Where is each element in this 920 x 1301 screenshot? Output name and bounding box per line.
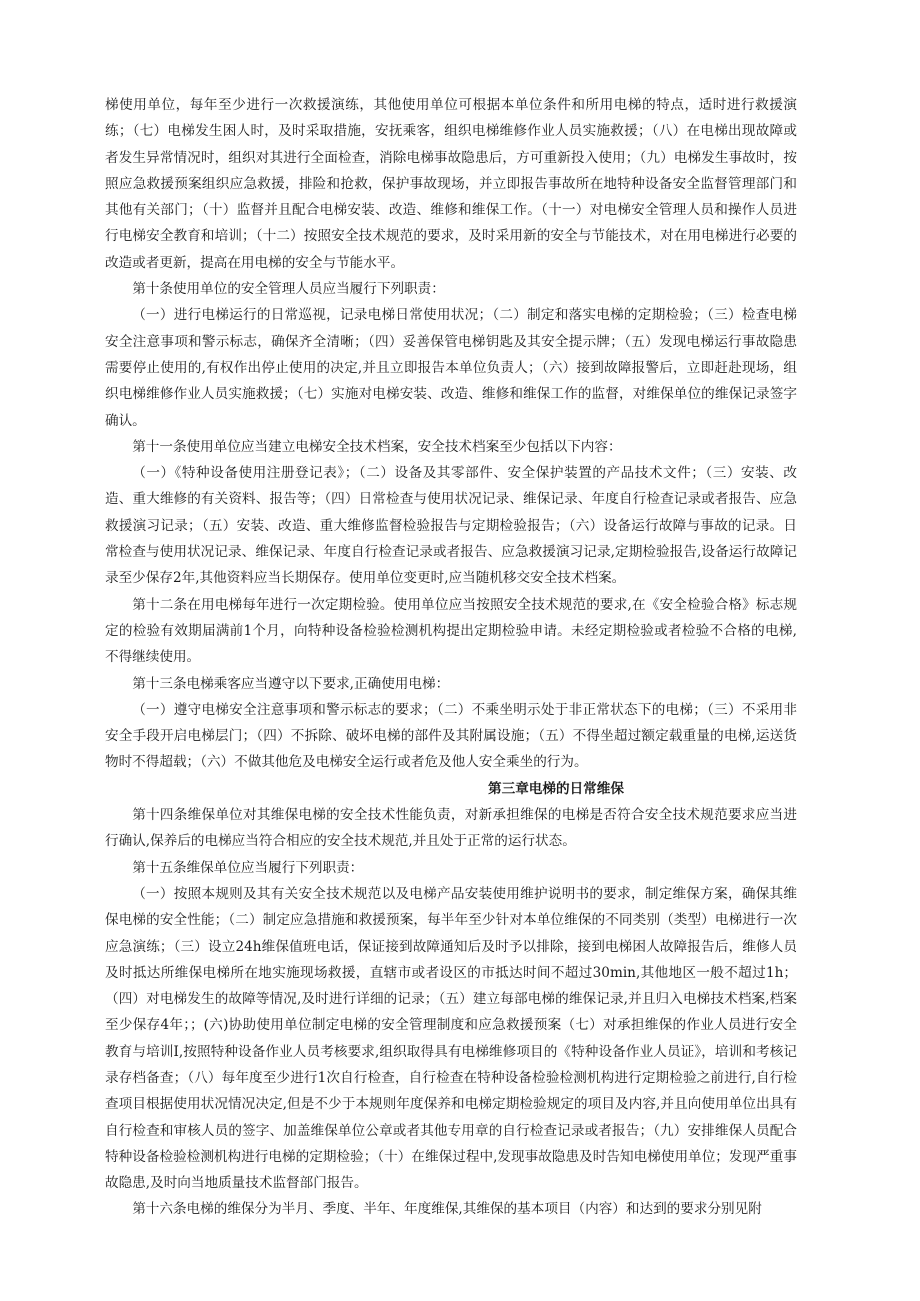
paragraph-article-12: 第十二条在用电梯每年进行一次定期检验。使用单位应当按照安全技术规范的要求,在《安全检验合格》标志规定的检验有效期届满前1个月，向特种设备检验检测机构提出定期检验申请。未经定期检验或者检验不合格的电梯,不得继续使用。: [105, 596, 797, 666]
document-page: [105, 92, 797, 1223]
paragraph-article-11: 第十一条使用单位应当建立电梯安全技术档案，安全技术档案至少包括以下内容：: [132, 438, 622, 455]
paragraph-article-14: 第十四条维保单位对其维保电梯的安全技术性能负责，对新承担维保的电梯是否符合安全技术规范要求应当进行确认,保养后的电梯应当符合相应的安全技术规范,并且处于正常的运行状态。: [105, 807, 797, 850]
paragraph-article-10-items: （一）进行电梯运行的日常巡视，记录电梯日常使用状况；（二）制定和落实电梯的定期检验；（三）检查电梯安全注意事项和警示标志，确保齐全清晰；（四）妥善保管电梯钥匙及其安全提示牌；（五）发现电梯运行事故隐患需要停止使用的,有权作出停止使用的决定,并且立即报告本单位负责人；（六）接到故障报警后，立即赶赴现场，组织电梯维修作业人员实施救援；（七）实施对电梯安装、改造、维修和维保工作的监督，对维保单位的维保记录签字确认。: [105, 307, 797, 429]
paragraph-article-16: 第十六条电梯的维保分为半月、季度、半年、年度维保,其维保的基本项目（内容）和达到的要求分别见附: [132, 1201, 762, 1218]
paragraph-article-13: 第十三条电梯乘客应当遵守以下要求,正确使用电梯：: [132, 675, 450, 692]
chapter-heading: 第三章电梯的日常维保: [488, 780, 624, 797]
paragraph-article-15: 第十五条维保单位应当履行下列职责：: [132, 859, 364, 876]
paragraph-article-11-items: （一）《特种设备使用注册登记表》；（二）设备及其零部件、安全保护装置的产品技术文件；（三）安装、改造、重大维修的有关资料、报告等；（四）日常检查与使用状况记录、维保记录、年度自行检查记录或者报告、应急救援演习记录；（五）安装、改造、重大维修监督检验报告与定期检验报告；（六）设备运行故障与事故的记录。日常检查与使用状况记录、维保记录、年度自行检查记录或者报告、应急救援演习记录,定期检验报告,设备运行故障记录至少保存2年,其他资料应当长期保存。使用单位变更时,应当随机移交安全技术档案。: [105, 465, 797, 587]
paragraph-user-duties-continued: 梯使用单位，每年至少进行一次救援演练，其他使用单位可根据本单位条件和所用电梯的特点，适时进行救援演练；（七）电梯发生困人时，及时采取措施，安抚乘客，组织电梯维修作业人员实施救援；（八）在电梯出现故障或者发生异常情况时，组织对其进行全面检查，消除电梯事故隐患后，方可重新投入使用；（九）电梯发生事故时，按照应急救援预案组织应急救援，排险和抢救，保护事故现场，并立即报告事故所在地特种设备安全监督管理部门和其他有关部门；（十）监督并且配合电梯安装、改造、维修和维保工作。（十一）对电梯安全管理人员和操作人员进行电梯安全教育和培训；（十二）按照安全技术规范的要求，及时采用新的安全与节能技术，对在用电梯进行必要的改造或者更新，提高在用电梯的安全与节能水平。: [105, 97, 797, 271]
paragraph-article-13-items: （一）遵守电梯安全注意事项和警示标志的要求；（二）不乘坐明示处于非正常状态下的电梯；（三）不采用非安全手段开启电梯层门；（四）不拆除、破坏电梯的部件及其附属设施；（五）不得坐超过额定载重量的电梯,运送货物时不得超载；（六）不做其他危及电梯安全运行或者危及他人安全乘坐的行为。: [105, 701, 797, 771]
paragraph-article-10: 第十条使用单位的安全管理人员应当履行下列职责：: [132, 281, 445, 298]
paragraph-article-15-items: （一）按照本规则及其有关安全技术规范以及电梯产品安装使用维护说明书的要求，制定维保方案，确保其维保电梯的安全性能；（二）制定应急措施和救援预案，每半年至少针对本单位维保的不同类别（类型）电梯进行一次应急演练；（三）设立24h维保值班电话，保证接到故障通知后及时予以排除，接到电梯困人故障报告后，维修人员及时抵达所维保电梯所在地实施现场救援，直辖市或者设区的市抵达时间不超过30min,其他地区一般不超过1h；（四）对电梯发生的故障等情况,及时进行详细的记录；（五）建立每部电梯的维保记录,并且归入电梯技术档案,档案至少保存4年；；(六)协助使用单位制定电梯的安全管理制度和应急救援预案（七）对承担维保的作业人员进行安全教育与培训I,按照特种设备作业人员考核要求,组织取得具有电梯维修项目的《特种设备作业人员证》，培训和考核记录存档备查；（八）每年度至少进行1次自行检查，自行检查在特种设备检验检测机构进行定期检验之前进行,自行检查项目根据使用状况情况决定,但是不少于本规则年度保养和电梯定期检验规定的项目及内容,并且向使用单位出具有自行检查和审核人员的签字、加盖维保单位公章或者其他专用章的自行检查记录或者报告；（九）安排维保人员配合特种设备检验检测机构进行电梯的定期检验；（十）在维保过程中,发现事故隐患及时告知电梯使用单位；发现严重事故隐患,及时向当地质量技术监督部门报告。: [105, 885, 797, 1192]
